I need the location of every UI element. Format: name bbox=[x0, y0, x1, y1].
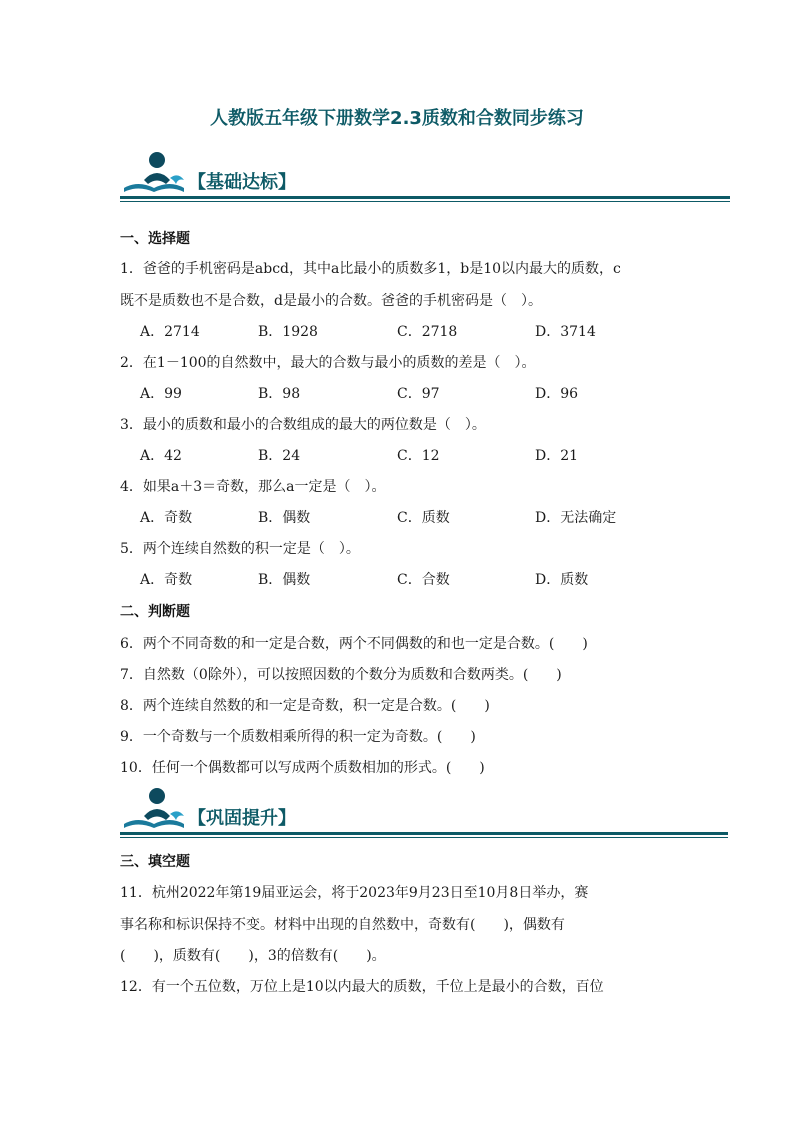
judge-question: 6．两个不同奇数的和一定是合数，两个不同偶数的和也一定是合数。( ) bbox=[120, 636, 588, 652]
option-a[interactable]: A．42 bbox=[140, 448, 182, 464]
option-c[interactable]: C．合数 bbox=[397, 572, 450, 588]
question-line: 既不是质数也不是合数，d是最小的合数。爸爸的手机密码是（ ）。 bbox=[120, 293, 542, 309]
option-c[interactable]: C．2718 bbox=[397, 324, 458, 340]
judge-question: 8．两个连续自然数的和一定是奇数，积一定是合数。( ) bbox=[120, 698, 490, 714]
reader-book-icon bbox=[120, 150, 188, 200]
option-c[interactable]: C．12 bbox=[397, 448, 440, 464]
option-b[interactable]: B．1928 bbox=[258, 324, 318, 340]
fill-question-line: 事名称和标识保持不变。材料中出现的自然数中，奇数有( )，偶数有 bbox=[120, 917, 565, 933]
option-a[interactable]: A．2714 bbox=[140, 324, 200, 340]
question-line: 3．最小的质数和最小的合数组成的最大的两位数是（ ）。 bbox=[120, 417, 486, 433]
option-a[interactable]: A．奇数 bbox=[140, 572, 193, 588]
option-c[interactable]: C．97 bbox=[397, 386, 440, 402]
option-d[interactable]: D．3714 bbox=[535, 324, 596, 340]
fill-question-line: 12．有一个五位数，万位上是10以内最大的质数，千位上是最小的合数，百位 bbox=[120, 979, 604, 995]
option-row bbox=[140, 321, 660, 341]
option-d[interactable]: D．无法确定 bbox=[535, 510, 617, 526]
banner-rule-thin bbox=[120, 837, 728, 838]
option-row bbox=[140, 569, 660, 589]
option-row bbox=[140, 383, 660, 403]
fill-question-line: 11．杭州2022年第19届亚运会，将于2023年9月23日至10月8日举办，赛 bbox=[120, 885, 589, 901]
option-row bbox=[140, 507, 660, 527]
banner-improve-label: 【巩固提升】 bbox=[188, 808, 296, 829]
judge-question: 7．自然数（0除外），可以按照因数的个数分为质数和合数两类。( ) bbox=[120, 667, 562, 683]
judge-question: 9．一个奇数与一个质数相乘所得的积一定为奇数。( ) bbox=[120, 729, 476, 745]
section-heading-choice: 一、选择题 bbox=[120, 231, 190, 247]
banner-basic bbox=[120, 150, 730, 210]
option-a[interactable]: A．99 bbox=[140, 386, 182, 402]
option-d[interactable]: D．96 bbox=[535, 386, 579, 402]
judge-question: 10．任何一个偶数都可以写成两个质数相加的形式。( ) bbox=[120, 760, 485, 776]
question-line: 5．两个连续自然数的积一定是（ ）。 bbox=[120, 541, 360, 557]
banner-rule-thin bbox=[120, 201, 730, 202]
option-d[interactable]: D．21 bbox=[535, 448, 579, 464]
fill-question-line: ( )，质数有( )，3的倍数有( )。 bbox=[120, 948, 386, 964]
banner-improve bbox=[120, 786, 730, 846]
question-line: 4．如果a＋3＝奇数，那么a一定是（ ）。 bbox=[120, 479, 386, 495]
question-line: 2．在1－100的自然数中，最大的合数与最小的质数的差是（ ）。 bbox=[120, 355, 536, 371]
option-b[interactable]: B．24 bbox=[258, 448, 301, 464]
reader-book-icon bbox=[120, 786, 188, 836]
option-c[interactable]: C．质数 bbox=[397, 510, 450, 526]
banner-rule bbox=[120, 832, 728, 835]
banner-basic-label: 【基础达标】 bbox=[188, 172, 296, 193]
option-b[interactable]: B．偶数 bbox=[258, 572, 311, 588]
option-a[interactable]: A．奇数 bbox=[140, 510, 193, 526]
option-b[interactable]: B．98 bbox=[258, 386, 301, 402]
section-heading-fill: 三、填空题 bbox=[120, 854, 190, 870]
option-b[interactable]: B．偶数 bbox=[258, 510, 311, 526]
question-line: 1．爸爸的手机密码是abcd，其中a比最小的质数多1，b是10以内最大的质数，c bbox=[120, 261, 621, 277]
document-title: 人教版五年级下册数学2.3质数和合数同步练习 bbox=[210, 108, 584, 129]
banner-rule bbox=[120, 196, 730, 199]
section-heading-judge: 二、判断题 bbox=[120, 604, 190, 620]
option-row bbox=[140, 445, 660, 465]
option-d[interactable]: D．质数 bbox=[535, 572, 589, 588]
